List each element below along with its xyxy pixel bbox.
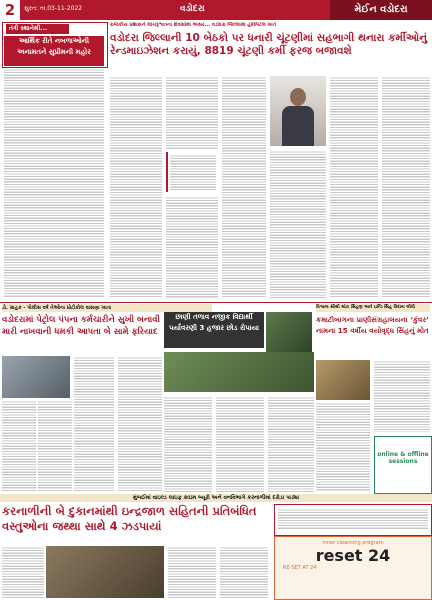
main-story-column-5 — [270, 150, 326, 298]
main-story-column-4 — [222, 76, 266, 298]
section-divider — [0, 302, 432, 303]
petrol-pump-photo — [2, 356, 70, 398]
middle-left-headline: વડોદરામાં પેટ્રોલ પંપના કર્મચારીને સુખી બનાવી મારી નાખવાની ધમકી આપતા બે સામે ફરિયાદ — [2, 315, 160, 337]
classified-ad — [274, 504, 432, 536]
main-story-box-text — [170, 154, 216, 190]
plantation-photo — [266, 312, 312, 352]
main-story-column-7 — [382, 76, 430, 298]
lower-column-3 — [220, 546, 268, 598]
page-number: 2 — [0, 0, 20, 20]
seized-items-photo — [46, 546, 164, 598]
middle-right-banner: વિશ્વના સૌથી મોટા સિંહણ અને ઇન્ડિ સિંહ વિદાય લીધી — [316, 304, 430, 312]
lion-photo — [316, 360, 370, 400]
middle-left-column-1 — [2, 400, 36, 492]
main-headline: વડોદરા જિલ્લાની 10 બેઠકો પર ધનારી ચૂંટણીમાં સહભાગી થનારા કર્મીઓનું રેન્ડમાઇઝેશન કરાયું, 8819 ચૂંટણી કર્મી ફરજ બજાવશે — [110, 32, 428, 57]
lower-column-1 — [2, 546, 44, 598]
main-story-column-1 — [110, 76, 162, 298]
date-line: સુરત: તા.03-11-2022 — [24, 5, 83, 12]
middle-center-column-3 — [268, 396, 314, 492]
tree-plantation-photo — [164, 352, 314, 392]
editorial-headline: આર્થિક રીતે નબળાઓની અનામતને સુપ્રીમની મહોર — [4, 36, 104, 66]
top-strip: રાજકીય પ્રશાસને લાંચરૂશ્વતના દિવસોમાં અસર... વડોદરા જિલ્લામાં હોસ્પિટલ ખાતે — [110, 22, 277, 28]
middle-left-banner: ડો. ગ્રાહક - પોલીસ વર્ષ તેઓના પ્રોટોકોલ વાસણા ખાતા — [2, 304, 212, 312]
main-story-column-3 — [166, 196, 218, 298]
reset-ad[interactable] — [274, 536, 432, 600]
middle-right-column-2 — [374, 360, 430, 432]
edition-name: મેઈન વડોદરા — [330, 0, 432, 20]
reset-ad-title: reset 24 — [315, 546, 391, 565]
middle-left-column-3 — [74, 356, 114, 492]
main-story-column-6 — [330, 76, 378, 298]
lower-headline: કરનાળીની બે દુકાનમાંથી ઇન્દ્રજાળ સહિતની પ્રતિબંધિત વસ્તુઓના જથ્થા સાથે 4 ઝડપાયાં — [2, 504, 257, 533]
middle-center-column-2 — [216, 396, 264, 492]
reset-ad-subtitle: inner cleansing program — [322, 540, 384, 546]
section-name: વડોદરા — [180, 4, 205, 14]
ad-sessions: sessions — [388, 458, 418, 465]
official-photo — [270, 76, 326, 146]
middle-right-column-1 — [316, 402, 370, 492]
lower-column-2 — [168, 546, 216, 598]
middle-right-headline: કમાટીબાગના પ્રાણીસંગ્રહાલયના ‘કુંવર’ નામના 15 વર્ષીય વયોવૃદ્ધ સિંહનું મોત — [316, 315, 429, 335]
middle-center-headline: છાણી તળાવ નજીક વિદ્યાર્થી પર્યાવરણી 3 હજાર છોડ રોપાયા — [164, 312, 264, 348]
middle-center-column-1 — [164, 396, 212, 492]
editorial-kicker: તંત્રી સ્થાનેથી... — [6, 24, 69, 34]
ad-online-offline: online & offline — [377, 451, 429, 458]
main-story-column-2 — [166, 76, 218, 150]
middle-left-column-4 — [118, 356, 162, 492]
online-offline-ad[interactable] — [374, 436, 432, 494]
lower-banner: મુંબઈમાં વાઇલ્ડ લાઇફ ક્રાઇમ બ્યૂરો અને વનવિભાગે કરનાળીમાં દરોડા પાડ્યા — [0, 494, 432, 502]
reset-ad-label: RE-SET AT 24 — [283, 565, 317, 571]
editorial-body-text — [4, 68, 104, 298]
middle-left-column-2 — [38, 400, 72, 492]
